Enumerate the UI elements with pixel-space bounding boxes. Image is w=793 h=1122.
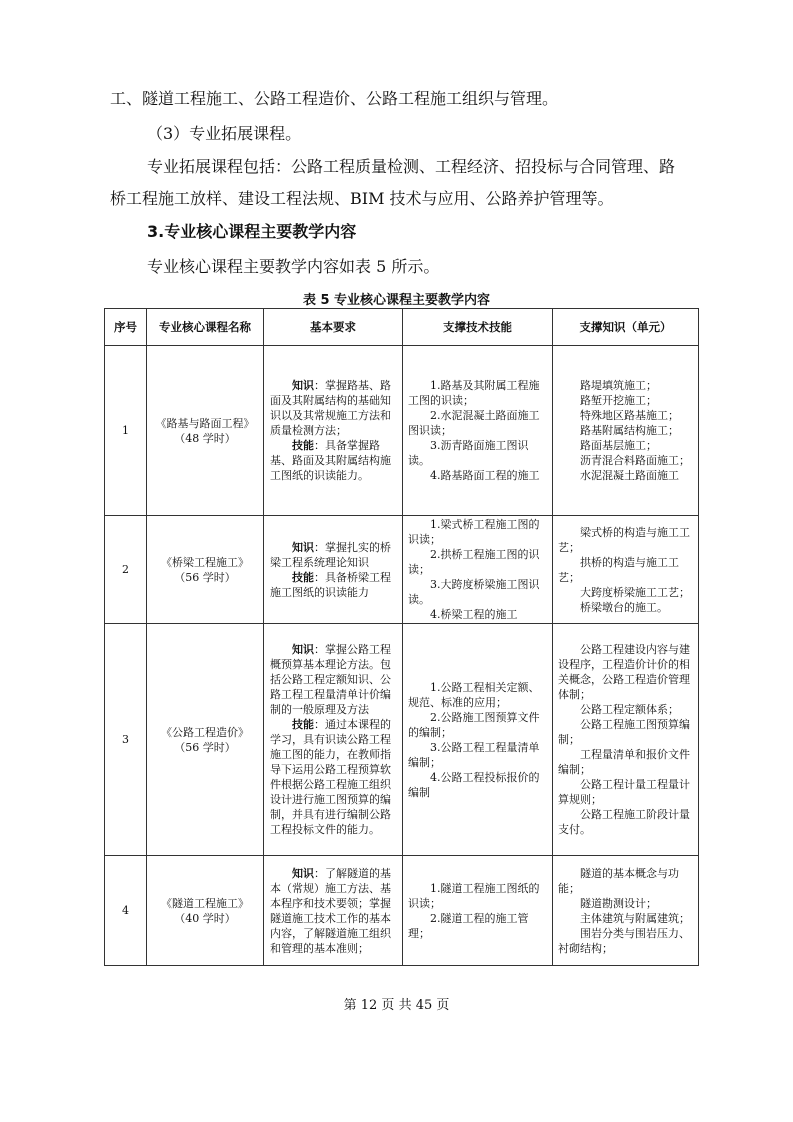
skill-label: 技能 (292, 718, 314, 731)
cell-requirements (264, 516, 403, 624)
knowledge-unit: 水泥混凝土路面施工 (580, 469, 679, 482)
skill-item: 2.公路施工图预算文件的编制； (408, 710, 540, 739)
skill-item: 4.公路工程投标报价的编制 (408, 770, 540, 799)
knowledge-unit: 公路工程定额体系； (580, 703, 679, 716)
knowledge-unit: 隧道勘测设计； (580, 896, 657, 910)
skill-item: 1.梁式桥工程施工图的识读； (408, 518, 540, 546)
knowledge-unit: 隧道的基本概念与功能； (558, 866, 679, 895)
cell-no (105, 624, 147, 856)
cell-knowledge-units (553, 624, 699, 856)
core-course-table (104, 308, 699, 966)
knowledge-label: 知识 (292, 379, 314, 392)
table-row (105, 516, 699, 624)
skill-item: 1.路基及其附属工程施工图的识读； (408, 379, 540, 407)
table-row (105, 624, 699, 856)
subsection-title: （3）专业拓展课程。 (147, 124, 302, 143)
knowledge-label: 知识 (292, 643, 314, 656)
cell-skills (403, 516, 553, 624)
course-name: 《路基与路面工程》（48 学时） (155, 416, 255, 445)
row-number: 1 (122, 424, 129, 437)
skill-requirement (270, 717, 397, 837)
skill-text: ：具备掌握路基、路面及其附属结构施工图纸的识读能力。 (270, 439, 391, 482)
row-number: 3 (122, 733, 129, 746)
skill-text: ：通过本课程的学习，具有识读公路工程施工图的能力，在教师指导下运用公路工程预算软件根据公路工程施工组织设计进行施工图预算的编制，并具有进行编制公路工程投标文件的能力。 (270, 718, 391, 836)
knowledge-unit: 公路工程施工图预算编制； (558, 718, 690, 746)
header-knowledge-units: 支撑知识（单元） (553, 309, 699, 346)
row-number: 2 (122, 563, 129, 576)
knowledge-unit: 工程量清单和报价文件编制； (558, 748, 690, 776)
cell-skills (403, 856, 553, 966)
knowledge-unit: 路堤填筑施工； (580, 379, 657, 392)
knowledge-unit: 路堑开挖施工； (580, 394, 657, 407)
cell-no (105, 516, 147, 624)
knowledge-requirement (270, 540, 397, 570)
cell-course-name (147, 856, 264, 966)
skill-item: 3.沥青路面施工图识读。 (408, 439, 529, 467)
knowledge-text: ：掌握公路工程概预算基本理论方法。包括公路工程定额知识、公路工程工程量清单计价编制的一般原理及方法 (270, 643, 391, 716)
knowledge-unit: 沥青混合料路面施工； (580, 454, 690, 467)
knowledge-unit: 大跨度桥梁施工工艺； (580, 585, 690, 599)
knowledge-unit: 路面基层施工； (580, 439, 657, 452)
cell-skills (403, 624, 553, 856)
course-name: 《隧道工程施工》（40 学时） (161, 896, 249, 925)
section-heading: 3.专业核心课程主要教学内容 (147, 222, 357, 241)
skill-requirement (270, 570, 397, 600)
cell-knowledge-units (553, 346, 699, 516)
header-skills: 支撑技术技能 (403, 309, 553, 346)
cell-course-name (147, 624, 264, 856)
skill-item: 3.公路工程工程量清单编制； (408, 740, 540, 769)
course-name: 《桥梁工程施工》（56 学时） (161, 555, 249, 584)
knowledge-requirement (270, 866, 397, 956)
skill-item: 2.隧道工程的施工管理； (408, 911, 529, 940)
skill-item: 4.路基路面工程的施工 (430, 469, 540, 482)
knowledge-unit: 公路工程计量工程量计算规则； (558, 778, 690, 806)
course-name: 《公路工程造价》（56 学时） (161, 725, 249, 754)
table-header-row (105, 309, 699, 346)
knowledge-unit: 围岩分类与围岩压力、衬砌结构； (558, 926, 690, 955)
row-number: 4 (122, 904, 129, 917)
knowledge-unit: 路基附属结构施工； (580, 424, 679, 437)
skill-item: 3.大跨度桥梁施工图识读。 (408, 578, 540, 606)
knowledge-unit: 主体建筑与附属建筑； (580, 911, 690, 925)
table-caption: 表 5 专业核心课程主要教学内容 (302, 293, 491, 308)
skill-item: 1.隧道工程施工图纸的识读； (408, 881, 540, 910)
skill-requirement (270, 438, 397, 483)
cell-requirements (264, 624, 403, 856)
paragraph-line: 桥工程施工放样、建设工程法规、BIM 技术与应用、公路养护管理等。 (110, 189, 614, 208)
cell-no (105, 856, 147, 966)
page-number: 第 12 页 共 45 页 (343, 998, 450, 1013)
paragraph-continuation: 工、隧道工程施工、公路工程造价、公路工程施工组织与管理。 (110, 89, 559, 108)
knowledge-unit: 公路工程建设内容与建设程序，工程造价计价的相关概念，公路工程造价管理体制； (558, 643, 690, 701)
knowledge-label: 知识 (292, 540, 314, 554)
knowledge-label: 知识 (292, 866, 314, 880)
knowledge-unit: 公路工程施工阶段计量支付。 (558, 808, 690, 836)
cell-no (105, 346, 147, 516)
header-requirements: 基本要求 (264, 309, 403, 346)
cell-course-name (147, 346, 264, 516)
skill-item: 2.水泥混凝土路面施工图识读； (408, 409, 540, 437)
knowledge-unit: 特殊地区路基施工； (580, 409, 679, 422)
header-course-name: 专业核心课程名称 (147, 309, 264, 346)
skill-item: 4.桥梁工程的施工 (430, 608, 518, 621)
skill-item: 1.公路工程相关定额、规范、标准的应用； (408, 680, 540, 709)
cell-requirements (264, 856, 403, 966)
cell-course-name (147, 516, 264, 624)
knowledge-text: ：了解隧道的基本（常规）施工方法、基本程序和技术要领；掌握隧道施工技术工作的基本内容，了解隧道施工组织和管理的基本准则； (270, 866, 391, 955)
knowledge-text: ：掌握扎实的桥梁工程系统理论知识 (270, 540, 391, 569)
table-row (105, 346, 699, 516)
knowledge-unit: 拱桥的构造与施工工艺； (558, 555, 679, 584)
cell-skills (403, 346, 553, 516)
paragraph-line: 专业拓展课程包括：公路工程质量检测、工程经济、招投标与合同管理、路 (147, 157, 676, 176)
table-row (105, 856, 699, 966)
knowledge-requirement (270, 378, 397, 438)
paragraph-intro: 专业核心课程主要教学内容如表 5 所示。 (147, 257, 440, 276)
skill-label: 技能 (292, 570, 314, 584)
knowledge-requirement (270, 642, 397, 717)
cell-knowledge-units (553, 516, 699, 624)
skill-item: 2.拱桥工程施工图的识读； (408, 548, 540, 576)
knowledge-unit: 梁式桥的构造与施工工艺； (558, 525, 690, 554)
header-no: 序号 (105, 309, 147, 346)
cell-requirements (264, 346, 403, 516)
knowledge-unit: 桥梁墩台的施工。 (580, 600, 668, 614)
cell-knowledge-units (553, 856, 699, 966)
skill-label: 技能 (292, 439, 314, 452)
skill-text: ：具备桥梁工程施工图纸的识读能力 (270, 570, 391, 599)
knowledge-text: ：掌握路基、路面及其附属结构的基础知识以及其常规施工方法和质量检测方法； (270, 379, 391, 437)
